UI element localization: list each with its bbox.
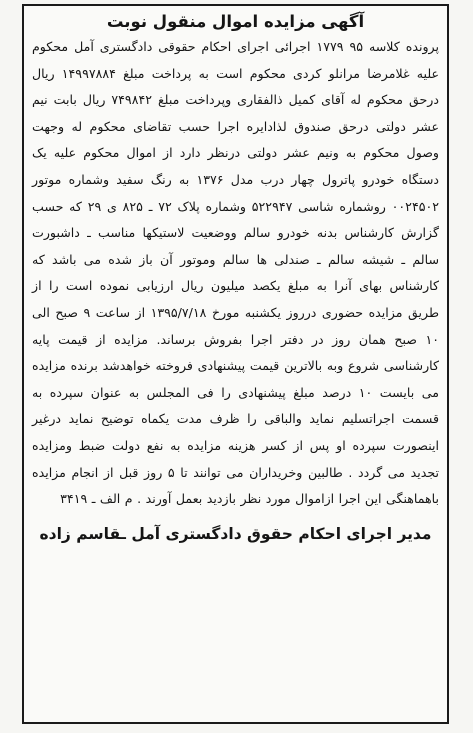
notice-box xyxy=(22,4,449,724)
notice-content xyxy=(30,8,441,720)
notice-body-text: پرونده کلاسه ۹۵ ۱۷۷۹ اجرائی اجرای احکام حقوقی دادگستری آمل محکوم علیه غلامرضا مرانلو کردی محکوم است به پرداخت مبلغ ۱۴۹۹۷۸۸۴ ریال درحق محکوم له آقای کمیل ذالفقاری وپرداخت مبلغ ۷۴۹۸۴۲ ریال بابت نیم عشر دولتی درحق صندوق لذادایره اجرا حسب تقاضای محکوم له وجهت وصول محکوم به ونیم عشر دولتی درنظر دارد از اموال محکوم علیه یک دستگاه خودرو پاترول چهار درب مدل ۱۳۷۶ به رنگ سفید وشماره موتور ۰۰۲۴۵۰۲ روشماره شاسی ۵۲۲۹۴۷ وشماره پلاک ۷۲ ـ ۸۲۵ ی ۲۹ که حسب گزارش کارشناس بدنه خودرو سالم ووضعیت لاستیکها مناسب ـ داشبورت سالم ـ شیشه سالم ـ صندلی ها سالم وموتور آن باز شده می باشد که کارشناس بهای آنرا به مبلغ یکصد میلیون ریال ارزیابی نموده است را از طریق مزایده حضوری درروز یکشنبه مورخ ۱۳۹۵/۷/۱۸ از ساعت ۹ صبح الی ۱۰ صبح همان روز در دفتر اجرا بفروش برساند. مزایده از قیمت پایه کارشناسی شروع وبه بالاترین قیمت پیشنهادی فروخته خواهدشد برنده مزایده می بایست ۱۰ درصد مبلغ پیشنهادی را فی المجلس به عنوان سپرده به قسمت اجراتسلیم نماید والباقی را ظرف مدت یکماه توضیح نماید درغیر اینصورت سپرده او پس از کسر هزینه مزایده به نفع دولت ضبط ومزایده تجدید می گردد . طالبین وخریداران می توانند تا ۵ روز قبل از انجام مزایده باهماهنگی این اجرا ازاموال مورد نظر بازدید بعمل آورند . م الف ـ ۳۴۱۹ xyxy=(32,39,440,507)
notice-signature: مدیر اجرای احکام حقوق دادگستری آمل ـقاسم زاده xyxy=(39,524,432,543)
notice-title: آگهی مزایده اموال منقول نوبت xyxy=(106,12,365,31)
